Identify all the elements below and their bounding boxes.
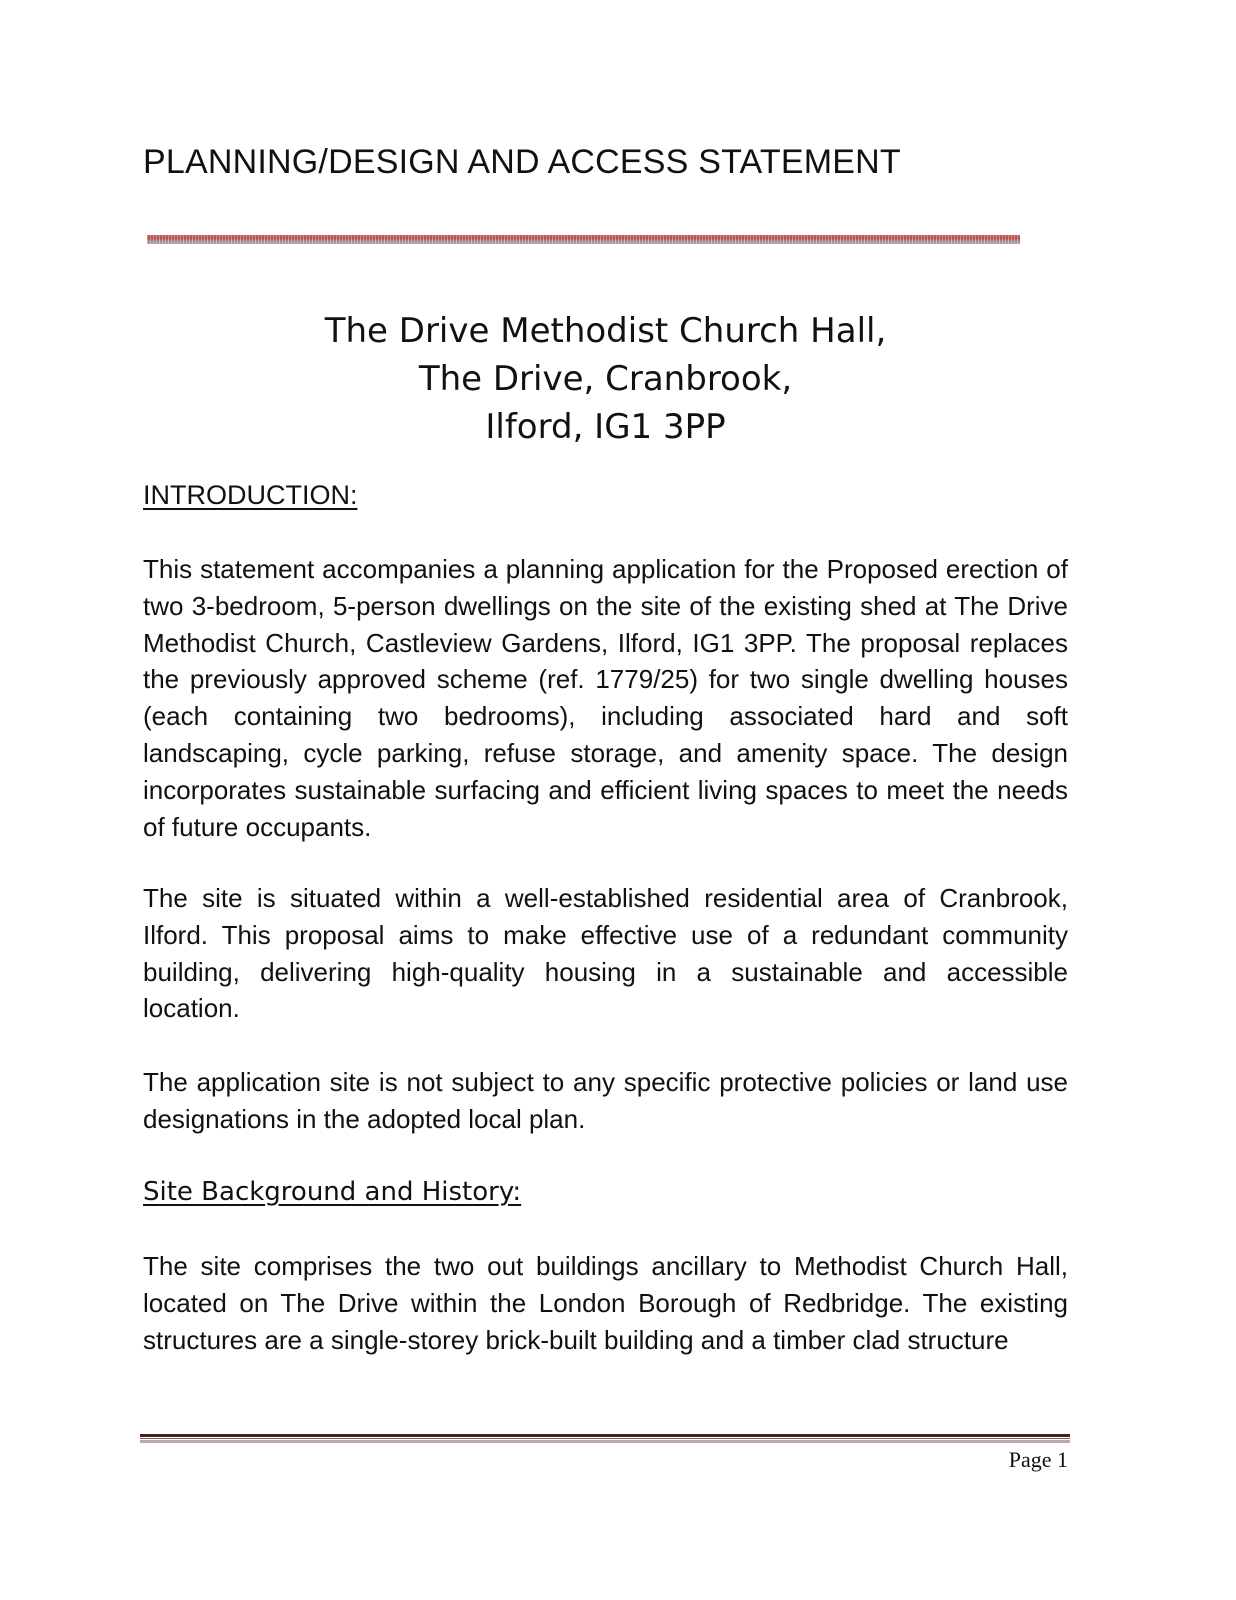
address-line-2: The Drive, Cranbrook, bbox=[418, 359, 793, 399]
site-background-heading: Site Background and History: bbox=[143, 1177, 522, 1207]
site-address bbox=[143, 307, 1068, 451]
title-divider bbox=[147, 235, 1020, 244]
introduction-paragraph-2: The site is situated within a well-established residential area of Cranbrook, Ilford. This proposal aims to make effective use of a redundant community building, delivering high-quality housing in a sustainable and accessible location. bbox=[143, 883, 1068, 1024]
address-line-3: Ilford, IG1 3PP bbox=[485, 407, 726, 447]
address-line-1: The Drive Methodist Church Hall, bbox=[324, 311, 887, 351]
introduction-heading: INTRODUCTION: bbox=[143, 480, 358, 510]
site-background-paragraph-1: The site comprises the two out buildings ancillary to Methodist Church Hall, located on The Drive within the London Borough of Redbridge. The existing structures are a single-storey brick-built building and a timber clad structure bbox=[143, 1251, 1068, 1355]
page-number: Page 1 bbox=[1008, 1447, 1068, 1472]
introduction-paragraph-1: This statement accompanies a planning application for the Proposed erection of two 3-bedroom, 5-person dwellings on the site of the existing shed at The Drive Methodist Church, Castleview Gardens, Ilford, IG1 3PP. The proposal replaces the previously approved scheme (ref. 1779/25) for two single dwelling houses (each containing two bedrooms), including associated hard and soft landscaping, cycle parking, refuse storage, and amenity space. The design incorporates sustainable surfacing and efficient living spaces to meet the needs of future occupants. bbox=[143, 554, 1068, 842]
introduction-paragraph-3: The application site is not subject to any specific protective policies or land use designations in the adopted local plan. bbox=[143, 1067, 1068, 1134]
page-title: PLANNING/DESIGN AND ACCESS STATEMENT bbox=[143, 143, 901, 181]
footer-divider bbox=[140, 1434, 1070, 1443]
